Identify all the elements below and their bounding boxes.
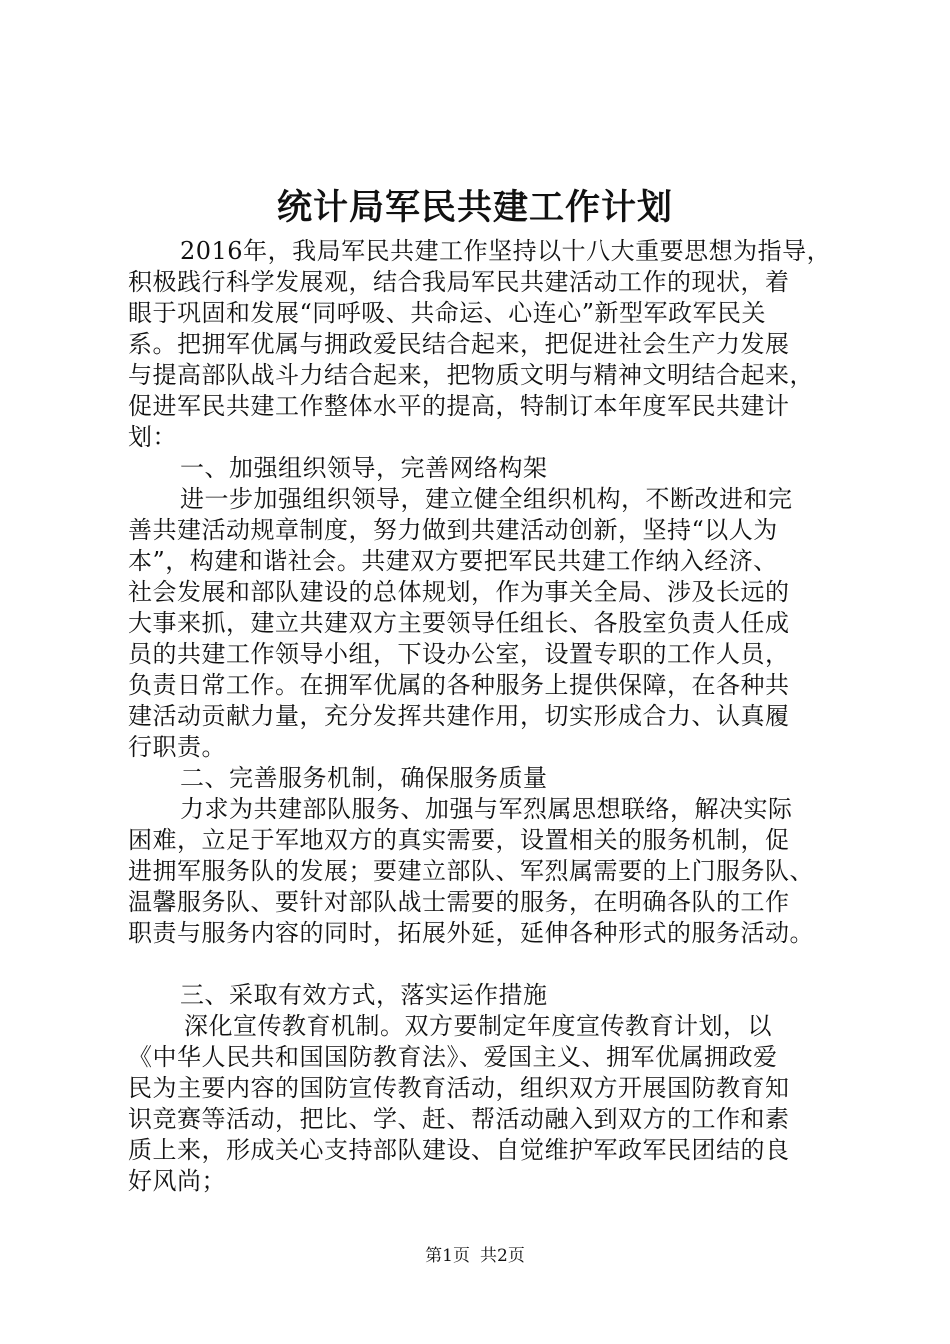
section-heading: 三、采取有效方式，落实运作措施	[180, 981, 548, 1009]
paragraph-line: 困难，立足于军地双方的真实需要，设置相关的服务机制，促	[128, 826, 790, 854]
page-footer	[0, 1244, 950, 1268]
paragraph-line: 负责日常工作。在拥军优属的各种服务上提供保障，在各种共	[128, 671, 790, 699]
paragraph-line: 积极践行科学发展观，结合我局军民共建活动工作的现状，着	[128, 268, 790, 296]
paragraph-line: 大事来抓，建立共建双方主要领导任组长、各股室负责人任成	[128, 609, 790, 637]
document-body	[128, 236, 840, 1197]
paragraph-line: 建活动贡献力量，充分发挥共建作用，切实形成合力、认真履	[128, 702, 790, 730]
paragraph-line: 进拥军服务队的发展；要建立部队、军烈属需要的上门服务队、	[128, 857, 814, 885]
paragraph-line: 善共建活动规章制度，努力做到共建活动创新，坚持“以人为	[128, 516, 778, 544]
paragraph-line: 划：	[128, 423, 177, 451]
paragraph-line: 2016年，我局军民共建工作坚持以十八大重要思想为指导，	[180, 237, 832, 265]
document-title: 统计局军民共建工作计划	[276, 187, 673, 228]
paragraph-line: 深化宣传教育机制。双方要制定年度宣传教育计划，以	[184, 1012, 772, 1040]
section-heading: 二、完善服务机制，确保服务质量	[180, 764, 548, 792]
paragraph-line: 质上来，形成关心支持部队建设、自觉维护军政军民团结的良	[128, 1136, 790, 1164]
paragraph-line: 与提高部队战斗力结合起来，把物质文明与精神文明结合起来，	[128, 361, 814, 389]
paragraph-line: 职责与服务内容的同时，拓展外延，延伸各种形式的服务活动。	[128, 919, 814, 947]
paragraph-line: 力求为共建部队服务、加强与军烈属思想联络，解决实际	[180, 795, 793, 823]
paragraph-line: 温馨服务队、要针对部队战士需要的服务，在明确各队的工作	[128, 888, 790, 916]
paragraph-line: 本”，构建和谐社会。共建双方要把军民共建工作纳入经济、	[128, 547, 778, 575]
section-heading: 一、加强组织领导，完善网络构架	[180, 454, 548, 482]
page-number: 第1页	[425, 1246, 470, 1266]
paragraph-line: 系。把拥军优属与拥政爱民结合起来，把促进社会生产力发展	[128, 330, 790, 358]
blank-line	[128, 949, 840, 980]
paragraph-line: 识竞赛等活动，把比、学、赶、帮活动融入到双方的工作和素	[128, 1105, 790, 1133]
paragraph-line: 促进军民共建工作整体水平的提高，特制订本年度军民共建计	[128, 392, 790, 420]
paragraph-line: 社会发展和部队建设的总体规划，作为事关全局、涉及长远的	[128, 578, 790, 606]
paragraph-line: 好风尚；	[128, 1167, 226, 1195]
paragraph-line: 员的共建工作领导小组，下设办公室，设置专职的工作人员，	[128, 640, 790, 668]
paragraph-line: 民为主要内容的国防宣传教育活动，组织双方开展国防教育知	[128, 1074, 790, 1102]
paragraph-line: 眼于巩固和发展“同呼吸、共命运、心连心”新型军政军民关	[128, 299, 767, 327]
page-total: 共2页	[480, 1246, 525, 1266]
paragraph-line: 行职责。	[128, 733, 226, 761]
paragraph-line: 《中华人民共和国国防教育法》、爱国主义、拥军优属拥政爱	[128, 1043, 778, 1071]
paragraph-line: 进一步加强组织领导，建立健全组织机构，不断改进和完	[180, 485, 793, 513]
